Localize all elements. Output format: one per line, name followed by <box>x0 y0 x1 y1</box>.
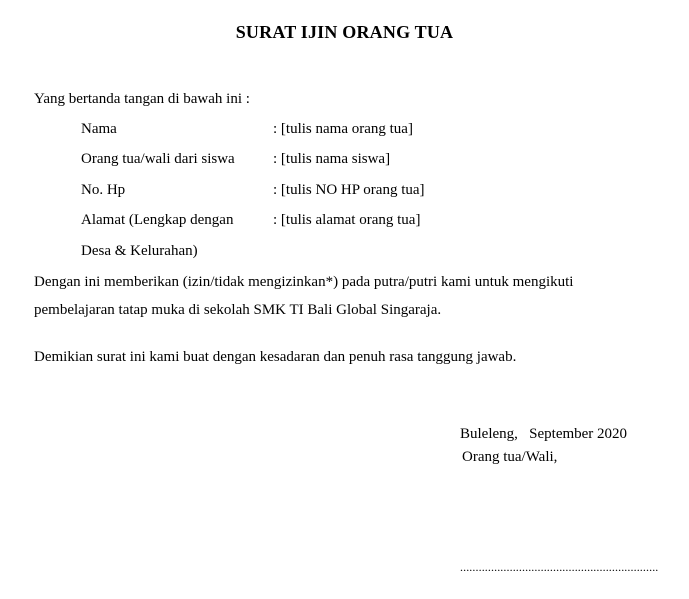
signature-line: ................................................................ <box>460 560 659 574</box>
field-label-address-cont: Desa & Kelurahan) <box>81 243 198 259</box>
field-value-student: : [tulis nama siswa] <box>273 151 391 167</box>
field-label-name: Nama <box>81 121 117 137</box>
permission-paragraph-line1: Dengan ini memberikan (izin/tidak mengizinkan*) pada putra/putri kami untuk mengikuti <box>34 274 574 290</box>
signature-place-date: Buleleng, September 2020 <box>460 426 628 442</box>
intro-text: Yang bertanda tangan di bawah ini : <box>34 91 250 107</box>
field-value-name: : [tulis nama orang tua] <box>273 121 413 137</box>
field-value-address: : [tulis alamat orang tua] <box>273 212 421 228</box>
letter-title: SURAT IJIN ORANG TUA <box>235 22 454 42</box>
field-value-phone: : [tulis NO HP orang tua] <box>273 182 425 198</box>
field-label-student: Orang tua/wali dari siswa <box>81 151 235 167</box>
field-label-phone: No. Hp <box>81 182 126 198</box>
closing-statement: Demikian surat ini kami buat dengan kesadaran dan penuh rasa tanggung jawab. <box>34 349 517 365</box>
permission-paragraph-line2: pembelajaran tatap muka di sekolah SMK TI Bali Global Singaraja. <box>34 302 442 318</box>
field-label-address: Alamat (Lengkap dengan <box>81 212 234 228</box>
signature-role: Orang tua/Wali, <box>462 449 558 465</box>
